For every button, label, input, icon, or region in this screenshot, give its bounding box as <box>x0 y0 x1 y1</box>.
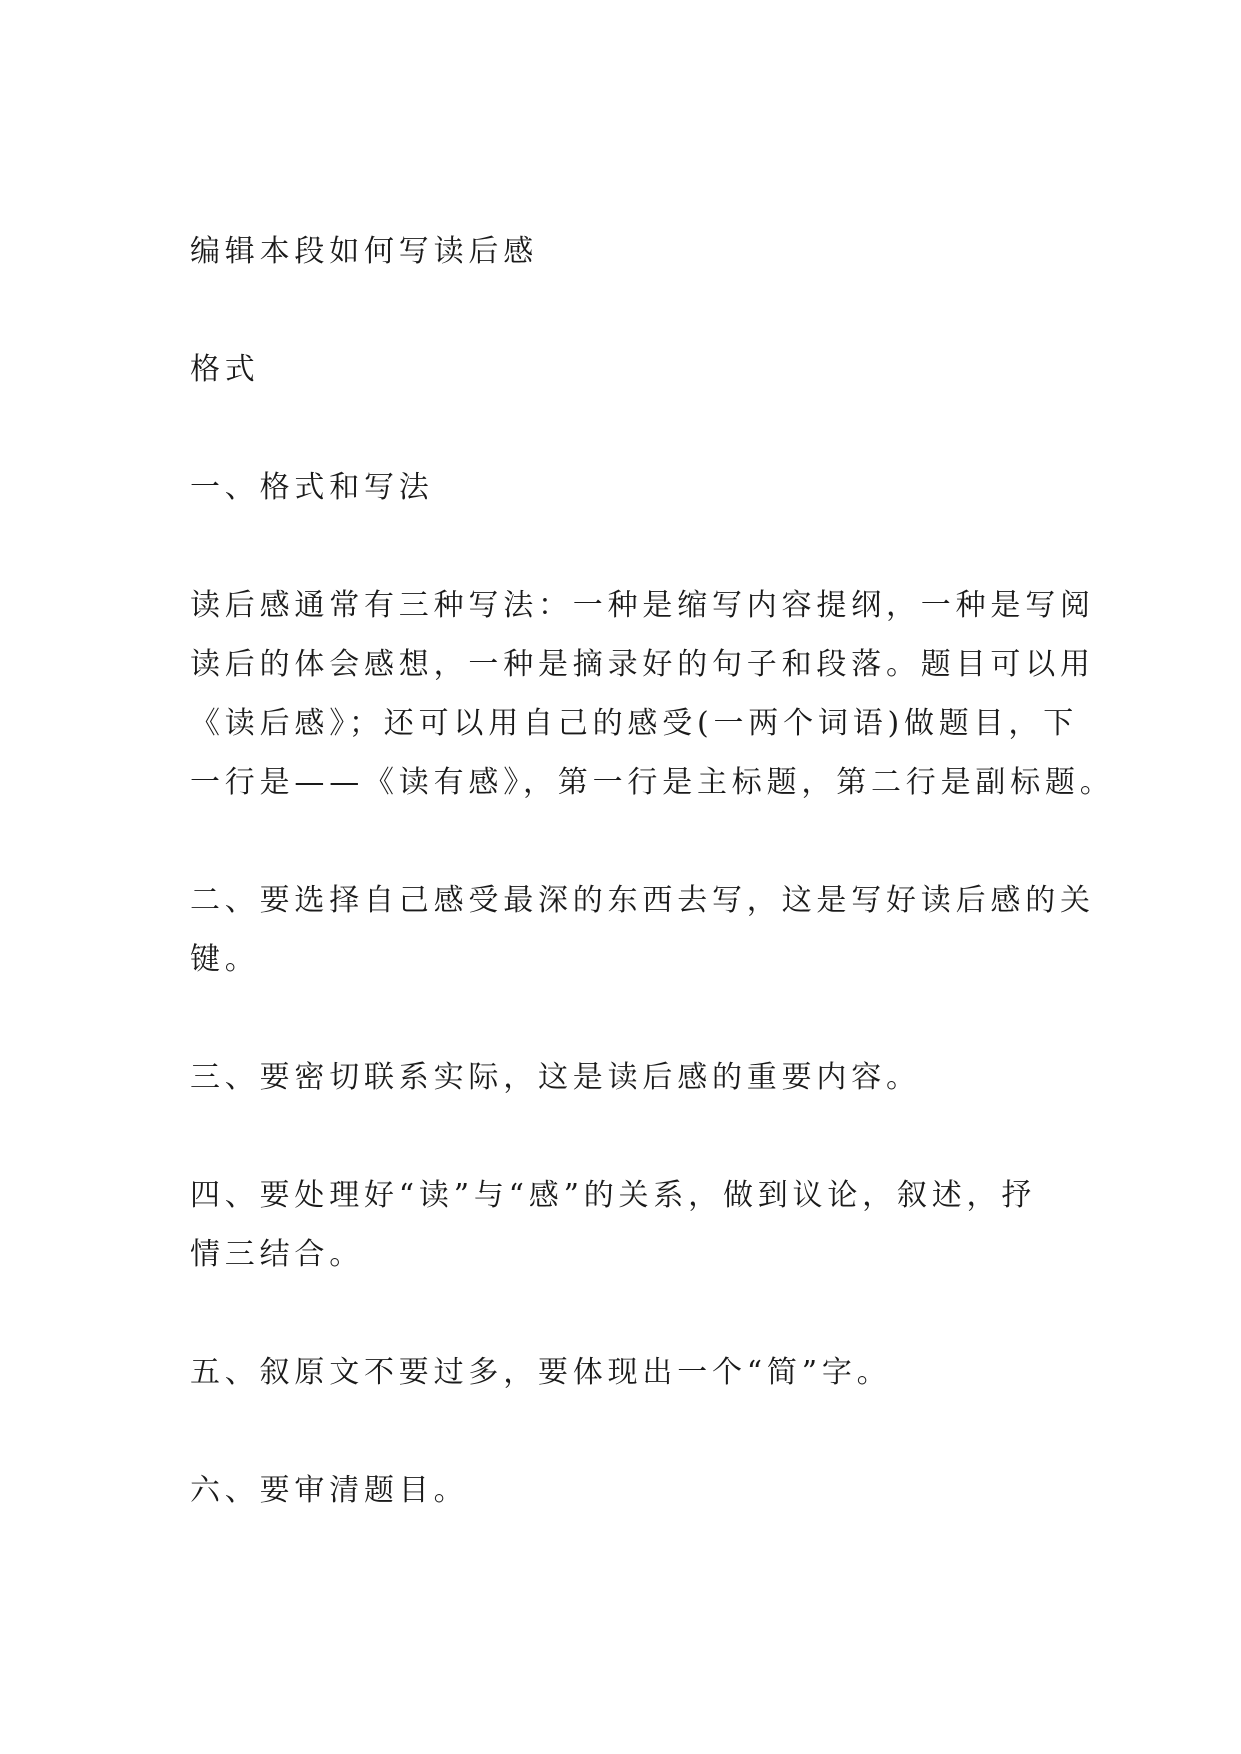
text-line: 键。 <box>190 942 260 977</box>
heading-title <box>190 222 1070 281</box>
text-line: 四、要处理好“读”与“感”的关系，做到议论，叙述，抒 <box>190 1178 1037 1213</box>
text-line: 一行是——《读有感》，第一行是主标题，第二行是副标题。 <box>190 765 1115 800</box>
format-title <box>190 340 1070 399</box>
text-line: 格式 <box>190 352 260 387</box>
text-line: 六、要审清题目。 <box>190 1473 469 1508</box>
section-1-body <box>190 576 1115 812</box>
text-line: 读后的体会感想，一种是摘录好的句子和段落。题目可以用 <box>190 647 1095 682</box>
text-line: 编辑本段如何写读后感 <box>190 234 538 269</box>
section-4-paragraph <box>190 1166 1070 1284</box>
text-line: 一、格式和写法 <box>190 470 434 505</box>
text-line: 情三结合。 <box>190 1237 364 1272</box>
section-5-paragraph <box>190 1343 1070 1402</box>
text-line: 五、叙原文不要过多，要体现出一个“简”字。 <box>190 1355 892 1390</box>
text-line: 二、要选择自己感受最深的东西去写，这是写好读后感的关 <box>190 883 1095 918</box>
section-6-paragraph <box>190 1461 1070 1520</box>
document-body <box>190 222 1115 1579</box>
text-line: 三、要密切联系实际，这是读后感的重要内容。 <box>190 1060 921 1095</box>
section-3-paragraph <box>190 1048 1070 1107</box>
section-1-title <box>190 458 1070 517</box>
text-line: 读后感通常有三种写法：一种是缩写内容提纲，一种是写阅 <box>190 588 1095 623</box>
text-line: 《读后感》；还可以用自己的感受(一两个词语)做题目，下 <box>190 706 1079 741</box>
section-2-paragraph <box>190 871 1095 989</box>
